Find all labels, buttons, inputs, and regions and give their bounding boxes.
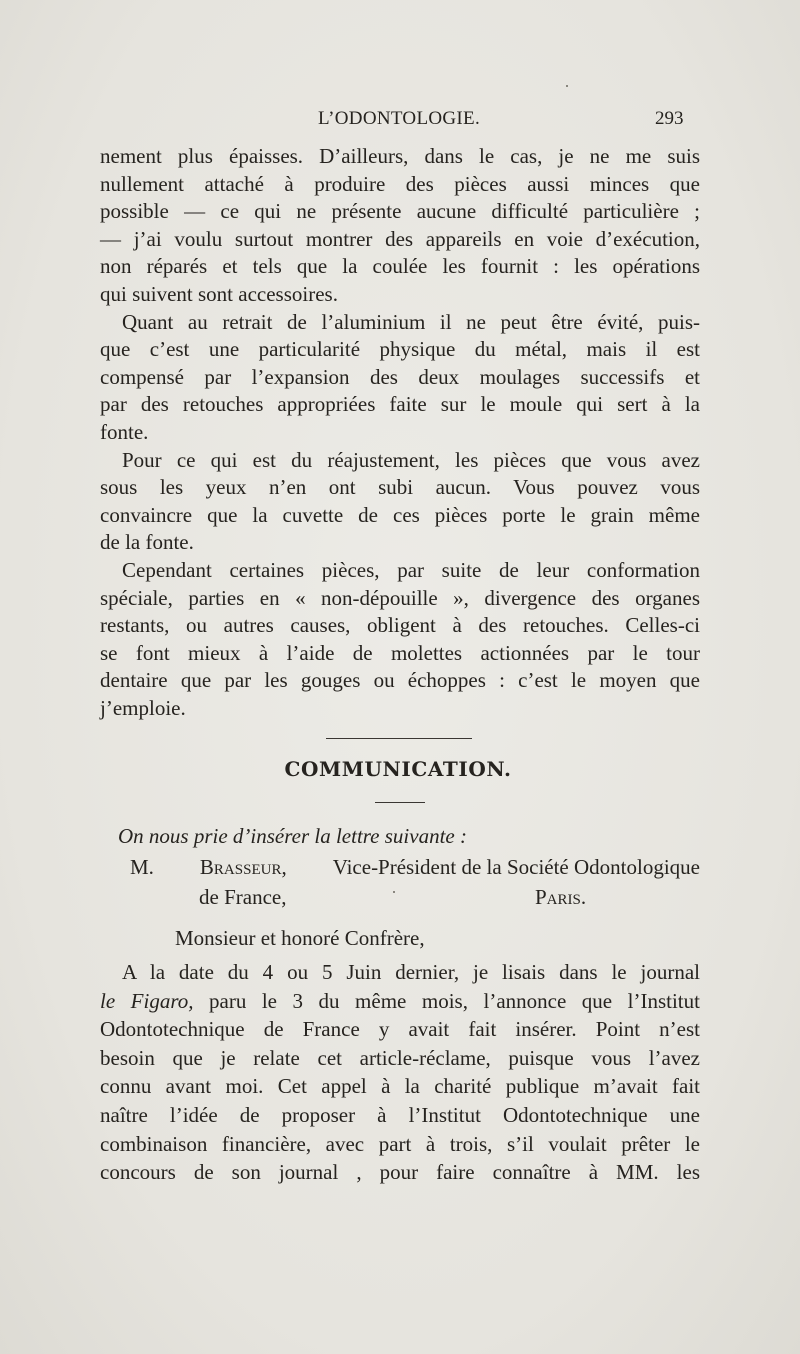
addressee-city: Paris. xyxy=(535,885,587,909)
letter-salutation: Monsieur et honoré Confrère, xyxy=(175,926,425,950)
body-line: nement plus épaisses. D’ailleurs, dans le cas, je ne me suis xyxy=(100,144,700,168)
section-title-text: COMMUNICATION. xyxy=(284,757,512,781)
letter-line-text: paru le 3 du même mois, l’annonce que l’Institut xyxy=(193,988,700,1013)
section-divider-top xyxy=(326,738,472,739)
body-line: restants, ou autres causes, obligent à des retouches. Celles-ci xyxy=(100,613,700,638)
letter-line: A la date du 4 ou 5 Juin dernier, je lisais dans le journal xyxy=(122,960,700,984)
addressee-prefix: M. xyxy=(130,855,154,879)
letter-line xyxy=(100,987,700,1016)
body-line: nullement attaché à produire des pièces aussi minces que xyxy=(100,171,700,196)
letter-line: Odontotechnique de France y avait fait insérer. Point n’est xyxy=(100,1017,700,1042)
letter-line: besoin que je relate cet article-réclame, puisque vous l’avez xyxy=(100,1045,700,1070)
letter-addressee-line2 xyxy=(100,882,700,912)
body-line: sous les yeux n’en ont subi aucun. Vous pouvez vous xyxy=(100,475,700,500)
addressee-role: Vice-Président de la Société Odontologique xyxy=(332,855,700,879)
body-line: de la fonte. xyxy=(100,530,194,555)
letter xyxy=(100,820,700,1187)
body-line: qui suivent sont accessoires. xyxy=(100,281,338,306)
addressee-name: Brasseur, xyxy=(199,855,287,879)
newspaper-title: le Figaro, xyxy=(100,988,194,1013)
letter-line: naître l’idée de proposer à l’Institut Odontotechnique une xyxy=(100,1102,700,1127)
body-line: convaincre que la cuvette de ces pièces porte le grain même xyxy=(100,502,700,527)
section-title xyxy=(0,757,800,781)
paper-speck xyxy=(393,891,395,893)
letter-body xyxy=(100,958,700,1187)
paper-speck xyxy=(566,85,568,87)
body-line: Quant au retrait de l’aluminium il ne peut être évité, puis- xyxy=(122,309,700,334)
letter-line: connu avant moi. Cet appel à la charité publique m’avait fait xyxy=(100,1074,700,1099)
body-line: j’emploie. xyxy=(100,695,186,720)
body-line: dentaire que par les gouges ou échoppes : c’est le moyen que xyxy=(100,668,700,693)
body-line: fonte. xyxy=(100,419,149,444)
body-line: par des retouches appropriées faite sur le moule qui sert à la xyxy=(100,392,700,417)
article-body xyxy=(100,143,700,722)
body-line: spéciale, parties en « non-dépouille », divergence des organes xyxy=(100,585,700,610)
body-line: Cependant certaines pièces, par suite de leur conformation xyxy=(122,557,700,582)
letter-addressee xyxy=(100,852,700,882)
addressee-line2: de France, xyxy=(199,885,287,909)
section-divider-bottom xyxy=(375,802,425,803)
running-title: L’ODONTOLOGIE. xyxy=(318,108,480,129)
body-line: compensé par l’expansion des deux moulages successifs et xyxy=(100,364,700,389)
letter-intro: On nous prie d’insérer la lettre suivante : xyxy=(118,824,467,848)
running-head xyxy=(0,108,800,134)
body-line: Pour ce qui est du réajustement, les pièces que vous avez xyxy=(122,447,700,472)
body-line: que c’est une particularité physique du métal, mais il est xyxy=(100,337,700,362)
page-number: 293 xyxy=(655,108,684,129)
body-line: — j’ai voulu surtout montrer des appareils en voie d’exécution, xyxy=(100,226,700,251)
letter-line: combinaison financière, avec part à trois, s’il voulait prêter le xyxy=(100,1131,700,1156)
body-line: se font mieux à l’aide de molettes actionnées par le tour xyxy=(100,640,700,665)
body-line: non réparés et tels que la coulée les fournit : les opérations xyxy=(100,254,700,279)
body-line: possible — ce qui ne présente aucune difficulté particulière ; xyxy=(100,199,700,224)
letter-line: concours de son journal , pour faire connaître à MM. les xyxy=(100,1160,700,1185)
